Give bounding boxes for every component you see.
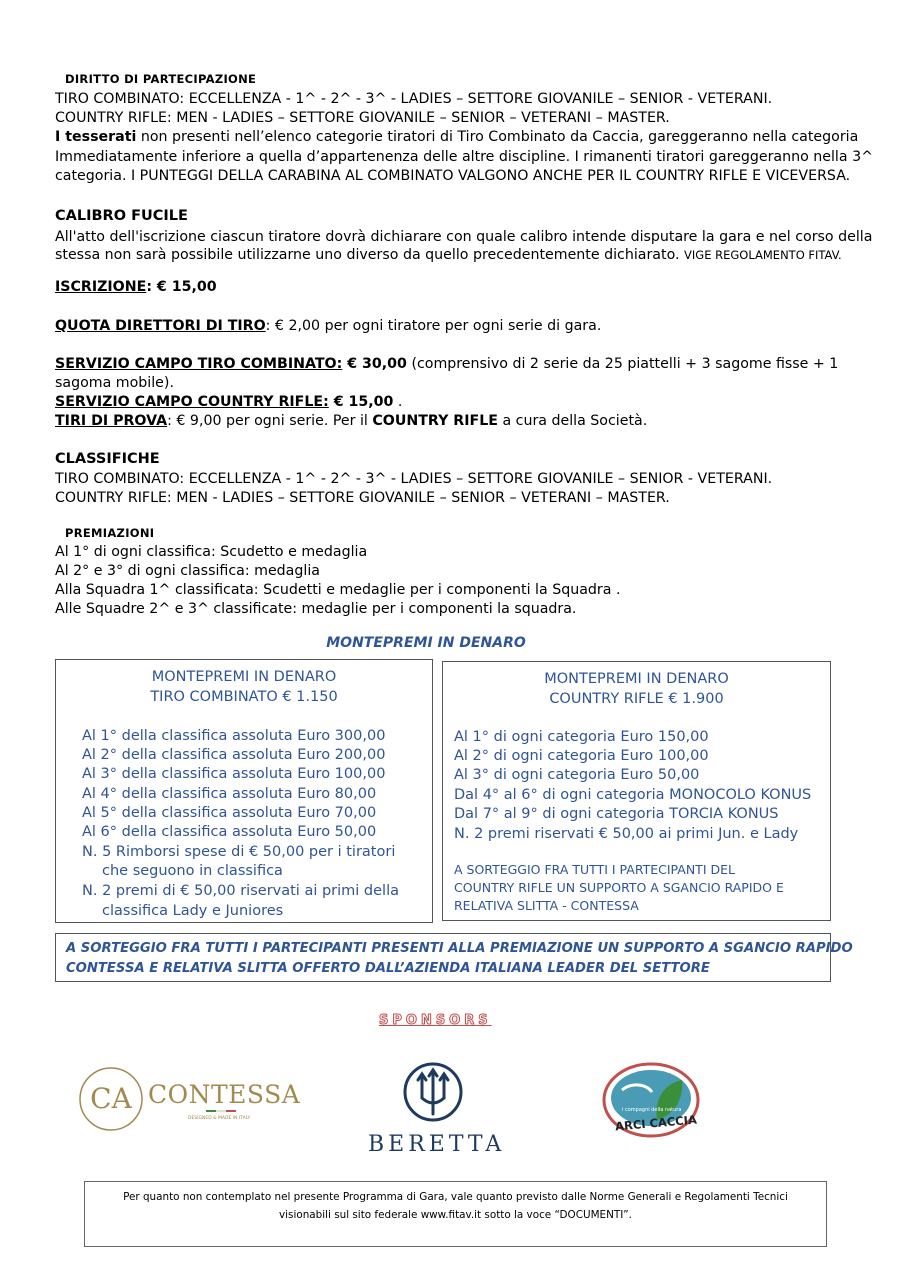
diritto-line-2: COUNTRY RIFLE: MEN - LADIES – SETTORE GIOVANILE – SENIOR – VETERANI – MASTER. [55,110,670,126]
diritto-line-4: Immediatamente inferiore a quella d’appartenenza delle altre discipline. I rimanenti tiratori gareggeranno nella 3^ [55,149,873,165]
montepremi-title: MONTEPREMI IN DENARO [326,635,526,651]
iscrizione-line [55,278,217,296]
box-right-row-6: N. 2 premi riservati € 50,00 ai primi Jun. e Lady [454,826,799,842]
sorteggio-box [55,933,853,982]
servizio-combinato-rest: (comprensivo di 2 serie da 25 piattelli + 3 sagome fisse + 1 [406,356,839,372]
quota-line [55,317,601,335]
box-left-title-2: TIRO COMBINATO € 1.150 [150,689,338,705]
diritto-line-1: TIRO COMBINATO: ECCELLENZA - 1^ - 2^ - 3^ - LADIES – SETTORE GIOVANILE – SENIOR - VETERANI. [55,91,773,107]
beretta-name: BERETTA [368,1132,506,1157]
arcicaccia-name: ARCI CACCIA [614,1112,698,1134]
premiazioni-heading: PREMIAZIONI [65,526,155,540]
servizio-combinato-label: SERVIZIO CAMPO TIRO COMBINATO: [55,356,343,372]
arcicaccia-logo [602,1062,700,1138]
classifiche-heading: CLASSIFICHE [55,451,160,467]
tiri-prova-rest1: : € 9,00 per ogni serie. Per il [167,413,373,429]
beretta-trident-icon [398,1062,468,1126]
box-right-note-2: COUNTRY RIFLE UN SUPPORTO A SGANCIO RAPIDO E [454,880,784,895]
box-right-title-1: MONTEPREMI IN DENARO [544,671,729,687]
servizio-combinato-value: € 30,00 [342,356,407,372]
italy-flag-icon [206,1110,236,1112]
box-left-row-4: Al 4° della classifica assoluta Euro 80,00 [82,786,377,802]
montepremi-country-box [442,661,831,921]
box-right-row-3: Al 3° di ogni categoria Euro 50,00 [454,767,700,783]
tiri-prova-line [55,412,647,430]
quota-rest: : € 2,00 per ogni tiratore per ogni serie di gara. [265,318,602,334]
calibro-regolamento: VIGE REGOLAMENTO FITAV. [684,248,842,262]
iscrizione-label: ISCRIZIONE [55,279,147,295]
diritto-line-5: categoria. I PUNTEGGI DELLA CARABINA AL COMBINATO VALGONO ANCHE PER IL COUNTRY RIFLE E VICEVERSA. [55,168,851,184]
diritto-heading: DIRITTO DI PARTECIPAZIONE [65,72,257,86]
footer-box [84,1181,827,1247]
premiazioni-line-1: Al 1° di ogni classifica: Scudetto e medaglia [55,544,368,560]
box-left-row-1: Al 1° della classifica assoluta Euro 300,00 [82,728,386,744]
tiri-prova-label: TIRI DI PROVA [55,413,168,429]
footer-line-2: visionabili sul sito federale www.fitav.it sotto la voce “DOCUMENTI”. [279,1209,632,1221]
box-left-title-1: MONTEPREMI IN DENARO [151,669,337,685]
calibro-line-1: All'atto dell'iscrizione ciascun tiratore dovrà dichiarare con quale calibro intende disputare la gara e nel corso della [55,229,873,245]
box-left-row-5: Al 5° della classifica assoluta Euro 70,00 [82,805,377,821]
iscrizione-value: : € 15,00 [146,279,217,295]
calibro-text: stessa non sarà possibile utilizzarne uno diverso da quello precedentemente dichiarato. [55,247,680,263]
servizio-country-label: SERVIZIO CAMPO COUNTRY RIFLE: [55,394,329,410]
box-left-extra-1b: che seguono in classifica [102,863,283,879]
quota-label: QUOTA DIRETTORI DI TIRO [55,318,266,334]
box-left-row-3: Al 3° della classifica assoluta Euro 100,00 [82,766,386,782]
servizio-combinato-line-2: sagoma mobile). [55,375,174,391]
premiazioni-line-2: Al 2° e 3° di ogni classifica: medaglia [55,563,320,579]
box-right-note-3: RELATIVA SLITTA - CONTESSA [454,898,639,913]
arcicaccia-tagline: i compagni della natura [622,1107,682,1113]
servizio-combinato-line [55,355,838,373]
box-right-note-1: A SORTEGGIO FRA TUTTI I PARTECIPANTI DEL [454,862,735,877]
premiazioni-line-3: Alla Squadra 1^ classificata: Scudetti e medaglie per i componenti la Squadra . [55,582,621,598]
sponsors-title: SPONSORS [379,1013,492,1028]
premiazioni-line-4: Alle Squadre 2^ e 3^ classificate: medaglie per i componenti la squadra. [55,601,577,617]
box-right-title-2: COUNTRY RIFLE € 1.900 [549,691,724,707]
contessa-monogram: CA [90,1082,132,1115]
contessa-logo [78,1066,301,1132]
classifiche-line-2: COUNTRY RIFLE: MEN - LADIES – SETTORE GIOVANILE – SENIOR – VETERANI – MASTER. [55,490,670,506]
tiri-prova-bold: COUNTRY RIFLE [372,413,498,429]
box-left-extra-2b: classifica Lady e Juniores [102,903,284,919]
contessa-tagline: DESIGNED & MADE IN ITALY [188,1116,251,1121]
box-right-row-4: Dal 4° al 6° di ogni categoria MONOCOLO KONUS [454,787,812,803]
diritto-line-3 [55,128,858,146]
calibro-line-2 [55,246,842,264]
box-right-row-2: Al 2° di ogni categoria Euro 100,00 [454,748,709,764]
box-left-row-6: Al 6° della classifica assoluta Euro 50,00 [82,824,377,840]
box-left-extra-1a: N. 5 Rimborsi spese di € 50,00 per i tiratori [82,844,396,860]
box-left-row-2: Al 2° della classifica assoluta Euro 200,00 [82,747,386,763]
tesserati-bold: I tesserati [55,129,137,145]
sorteggio-line-2: CONTESSA E RELATIVA SLITTA OFFERTO DALL’AZIENDA ITALIANA LEADER DEL SETTORE [66,961,710,976]
contessa-name: CONTESSA [148,1080,301,1109]
servizio-country-tail: . [393,394,403,410]
sorteggio-line-1: A SORTEGGIO FRA TUTTI I PARTECIPANTI PRESENTI ALLA PREMIAZIONE UN SUPPORTO A SGANCIO RAPIDO [66,941,853,956]
footer-line-1: Per quanto non contemplato nel presente Programma di Gara, vale quanto previsto dalle Norme Generali e Regolamenti Tecnici [123,1191,788,1203]
classifiche-line-1: TIRO COMBINATO: ECCELLENZA - 1^ - 2^ - 3^ - LADIES – SETTORE GIOVANILE – SENIOR - VETERANI. [55,471,773,487]
calibro-heading: CALIBRO FUCILE [55,208,188,224]
box-right-row-5: Dal 7° al 9° di ogni categoria TORCIA KONUS [454,806,779,822]
box-left-extra-2a: N. 2 premi di € 50,00 riservati ai primi della [82,883,399,899]
box-right-row-1: Al 1° di ogni categoria Euro 150,00 [454,729,709,745]
servizio-country-value: € 15,00 [328,394,394,410]
tiri-prova-rest2: a cura della Società. [497,413,648,429]
tesserati-rest: non presenti nell’elenco categorie tiratori di Tiro Combinato da Caccia, gareggeranno nella categoria [136,129,859,145]
beretta-logo [368,1062,506,1164]
montepremi-combinato-box [55,659,433,923]
servizio-country-line [55,393,402,411]
